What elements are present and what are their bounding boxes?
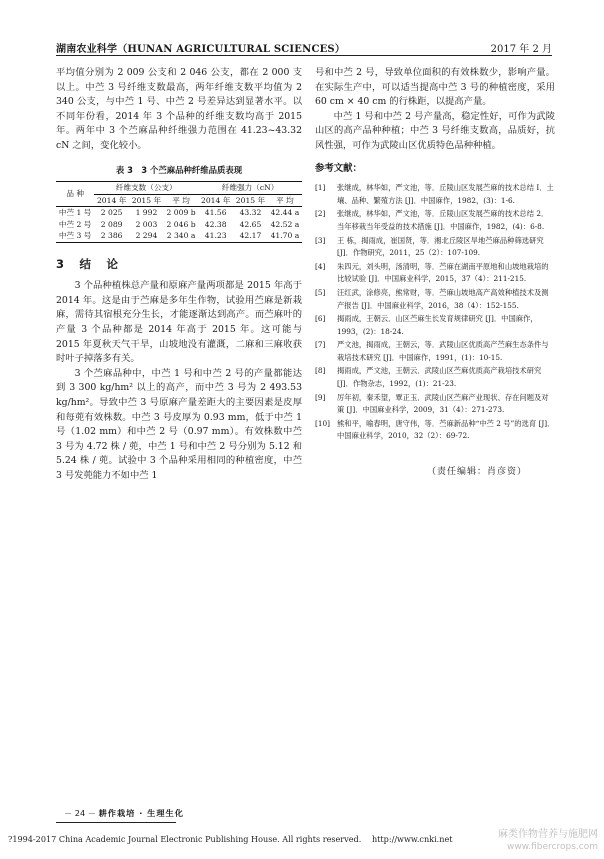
paragraph-fiber-count: 平均值分别为 2 009 公支和 2 046 公支，都在 2 000 支以上。中苎 3 号纤维支数最高，两年纤维支数平均值为 2 340 公支，与中苎 1 号、中苎 2 号差异达到显著水平。以不同年份看，2014 年 3 个品种的纤维支数均高于 2015 年。两年中 3 个苎麻品种纤维强力范围在 41.23~43.32 cN 之间，变化较小。 bbox=[56, 67, 302, 151]
table-cell: 2 386 bbox=[94, 230, 129, 242]
section-label: 耕作栽培 · 生理生化 bbox=[98, 808, 184, 818]
table-cell: 2 025 bbox=[100, 208, 123, 218]
table-row bbox=[56, 219, 302, 231]
fiber-quality-table bbox=[56, 181, 302, 243]
col-group-fiber-count: 纤维支数（公支） bbox=[94, 182, 198, 195]
watermark bbox=[498, 829, 598, 853]
reference-number: [8] bbox=[315, 366, 326, 376]
section-heading-conclusion: 3 结 论 bbox=[56, 256, 121, 271]
col-group-fiber-strength: 纤维强力（cN） bbox=[198, 182, 302, 195]
table-cell: 41.23 bbox=[198, 230, 233, 242]
table-cell: 42.17 bbox=[233, 230, 268, 242]
responsible-editor: （责任编辑：肖彦资） bbox=[426, 467, 527, 478]
reference-text: 厉年初，秦禾望，覃正玉．武陵山区苎麻产业现状、存在问题及对策 [J]．中国麻业科学，2009，31（4）：271-273. bbox=[337, 392, 549, 415]
reference-item bbox=[315, 313, 555, 338]
reference-item bbox=[315, 208, 555, 233]
table-row bbox=[56, 230, 302, 242]
reference-number: [1] bbox=[315, 183, 326, 193]
issue-date: 2017 年 2 月 bbox=[490, 44, 552, 55]
table-cell: 2 294 bbox=[129, 230, 164, 242]
copyright-notice: ?1994-2017 China Academic Journal Electronic Publishing House. All rights reserved. http://www.cnki.net bbox=[8, 834, 453, 844]
sub-header: 2014 年 bbox=[94, 194, 129, 207]
reference-text: 揭雨成，严文池，王朝云．武陵山区苎麻优质高产栽培技术研究 [J]．作物杂志，1992，(1)：21-23. bbox=[337, 366, 542, 389]
table-cell: 42.38 bbox=[204, 219, 227, 229]
reference-item bbox=[315, 235, 555, 260]
table-cell: 42.52 a bbox=[270, 219, 300, 229]
table-cell: 42.44 a bbox=[270, 208, 300, 218]
reference-text: 严文池，揭雨成，王朝云，等．武陵山区优质高产苎麻生态条件与栽培技术研究 [J]．中国麻作，1991，(1)：10-15. bbox=[337, 340, 549, 362]
reference-number: [2] bbox=[315, 209, 326, 219]
references-heading: 参考文献： bbox=[315, 162, 362, 174]
reference-list bbox=[315, 182, 555, 443]
table-row bbox=[56, 207, 302, 219]
variety-name: 中苎 3 号 bbox=[56, 230, 94, 242]
table-caption: 表 3 3 个苎麻品种纤维品质表现 bbox=[115, 164, 243, 175]
table-cell: 42.65 bbox=[239, 219, 262, 229]
paragraph-varieties: 3 个苎麻品种中，中苎 1 号和中苎 2 号的产量都能达到 3 300 kg/hm² 以上的高产，而中苎 3 号为 2 493.53 kg/hm²。导致中苎 3 号原麻产量差距大的主要因素是皮厚和每蔸有效株数。中苎 3 号皮厚为 0.93 mm，低于中苎 1 号（1.02 mm）和中苎 2 号（0.97 mm）。有效株数中苎 3 号为 4.72 株 / 蔸，中苎 1 号和中苎 2 号分别为 5.12 和 5.24 株 / 蔸。试验中 3 个品种采用相同的种植密度，中苎 3 号发蔸能力不如中苎 1 bbox=[56, 367, 302, 481]
table-cell: 2 009 b bbox=[166, 208, 196, 218]
reference-text: 张继成，林华如，严文池，等．丘陵山区发展苎麻的技术总结 I．土壤、品种、繁殖方法 [J]．中国麻作，1982，(3)：1-6. bbox=[337, 183, 554, 205]
reference-item bbox=[315, 392, 555, 417]
reference-number: [7] bbox=[315, 340, 326, 350]
reference-number: [6] bbox=[315, 314, 326, 324]
paragraph-density: 号和中苎 2 号，导致单位面积的有效株数少，影响产量。在实际生产中，可以适当提高中苎 3 号的种植密度，采用 60 cm × 40 cm 的行株距，以提高产量。 bbox=[315, 67, 555, 108]
table-cell: 2 340 a bbox=[164, 230, 198, 242]
reference-text: 揭雨成，王朝云．山区苎麻生长发育规律研究 [J]．中国麻作，1993，(2)：18-24. bbox=[337, 314, 538, 336]
reference-text: 张继成，林华如，严文池，等．丘陵山区发展苎麻的技术总结 2．当年移栽当年受益的技术措施 [J]．中国麻作，1982，(4)：6-8. bbox=[337, 209, 549, 231]
reference-text: 朱四元，刘头明，汤清明，等．苎麻在湖南平原地和山坡地栽培的比较试验 [J]．中国麻业科学，2015，37（4）：211-215. bbox=[337, 261, 549, 284]
watermark-url: www.fibercrops.com bbox=[507, 842, 598, 852]
table-cell: 43.32 bbox=[239, 208, 262, 218]
watermark-title: 麻类作物营养与施肥网 bbox=[498, 829, 598, 840]
sub-header: 2014 年 bbox=[198, 194, 233, 207]
reference-item bbox=[315, 365, 555, 390]
table-cell: 2 003 bbox=[135, 219, 158, 229]
reference-item bbox=[315, 418, 555, 443]
table-cell: 41.56 bbox=[204, 208, 227, 218]
footer-rule bbox=[56, 822, 176, 823]
reference-text: 汪红武，涂修亮，熊常财，等．苎麻山坡地高产高效种植技术及测产报告 [J]．中国麻业科学，2016，38（4）：152-155. bbox=[337, 287, 549, 310]
variety-name: 中苎 1 号 bbox=[58, 208, 92, 218]
reference-item bbox=[315, 182, 555, 207]
sub-header: 2015 年 bbox=[233, 194, 268, 207]
reference-number: [10] bbox=[315, 418, 330, 428]
page-footer bbox=[64, 808, 184, 819]
reference-number: [4] bbox=[315, 261, 326, 271]
reference-number: [9] bbox=[315, 392, 326, 402]
paragraph-yield: 3 个品种植株总产量和原麻产量两项都是 2015 年高于 2014 年。这是由于苎麻是多年生作物，试验用苎麻是新栽麻，需待其宿根充分生长，才能逐渐达到高产。而苎麻叶的产量 3 个品种都是 2014 年高于 2015 年。这可能与 2015 年夏秋天气干旱，山坡地没有灌溉，二麻和三麻收获时叶子掉落多有关。 bbox=[56, 280, 302, 365]
reference-number: [3] bbox=[315, 235, 326, 245]
page-number: － 24 － bbox=[64, 808, 96, 818]
sub-header: 2015 年 bbox=[129, 194, 164, 207]
reference-item bbox=[315, 287, 555, 312]
table-cell: 41.70 a bbox=[268, 230, 302, 242]
header-rule bbox=[56, 55, 552, 56]
left-column bbox=[56, 66, 302, 484]
reference-text: 王 栋，揭雨成，崔国贤，等．湘北丘陵区旱地苎麻品种筛选研究 [J]．作物研究，2011，25（2）：107-109. bbox=[337, 235, 544, 258]
variety-name: 中苎 2 号 bbox=[58, 219, 92, 229]
paragraph-recommendation: 中苎 1 号和中苎 2 号产量高，稳定性好，可作为武陵山区的高产品种种植；中苎 3 号纤维支数高，品质好，抗风性强，可作为武陵山区优质特色品种种植。 bbox=[315, 110, 555, 151]
reference-item bbox=[315, 261, 555, 286]
reference-text: 熊和平，喻春明，唐守伟，等．苎麻新品种“中苎 2 号”的选育 [J]．中国麻业科学，2010，32（2）：69-72. bbox=[337, 418, 555, 441]
sub-header: 平 均 bbox=[268, 194, 302, 207]
table-cell: 1 992 bbox=[135, 208, 158, 218]
sub-header: 平 均 bbox=[164, 194, 198, 207]
col-variety-header: 品 种 bbox=[56, 182, 94, 207]
reference-item bbox=[315, 339, 555, 364]
table-header-row bbox=[56, 182, 302, 195]
table-cell: 2 089 bbox=[100, 219, 123, 229]
table-cell: 2 046 b bbox=[166, 219, 196, 229]
right-column bbox=[315, 66, 555, 480]
reference-number: [5] bbox=[315, 287, 326, 297]
journal-header: 湖南农业科学（HUNAN AGRICULTURAL SCIENCES） bbox=[56, 44, 346, 55]
